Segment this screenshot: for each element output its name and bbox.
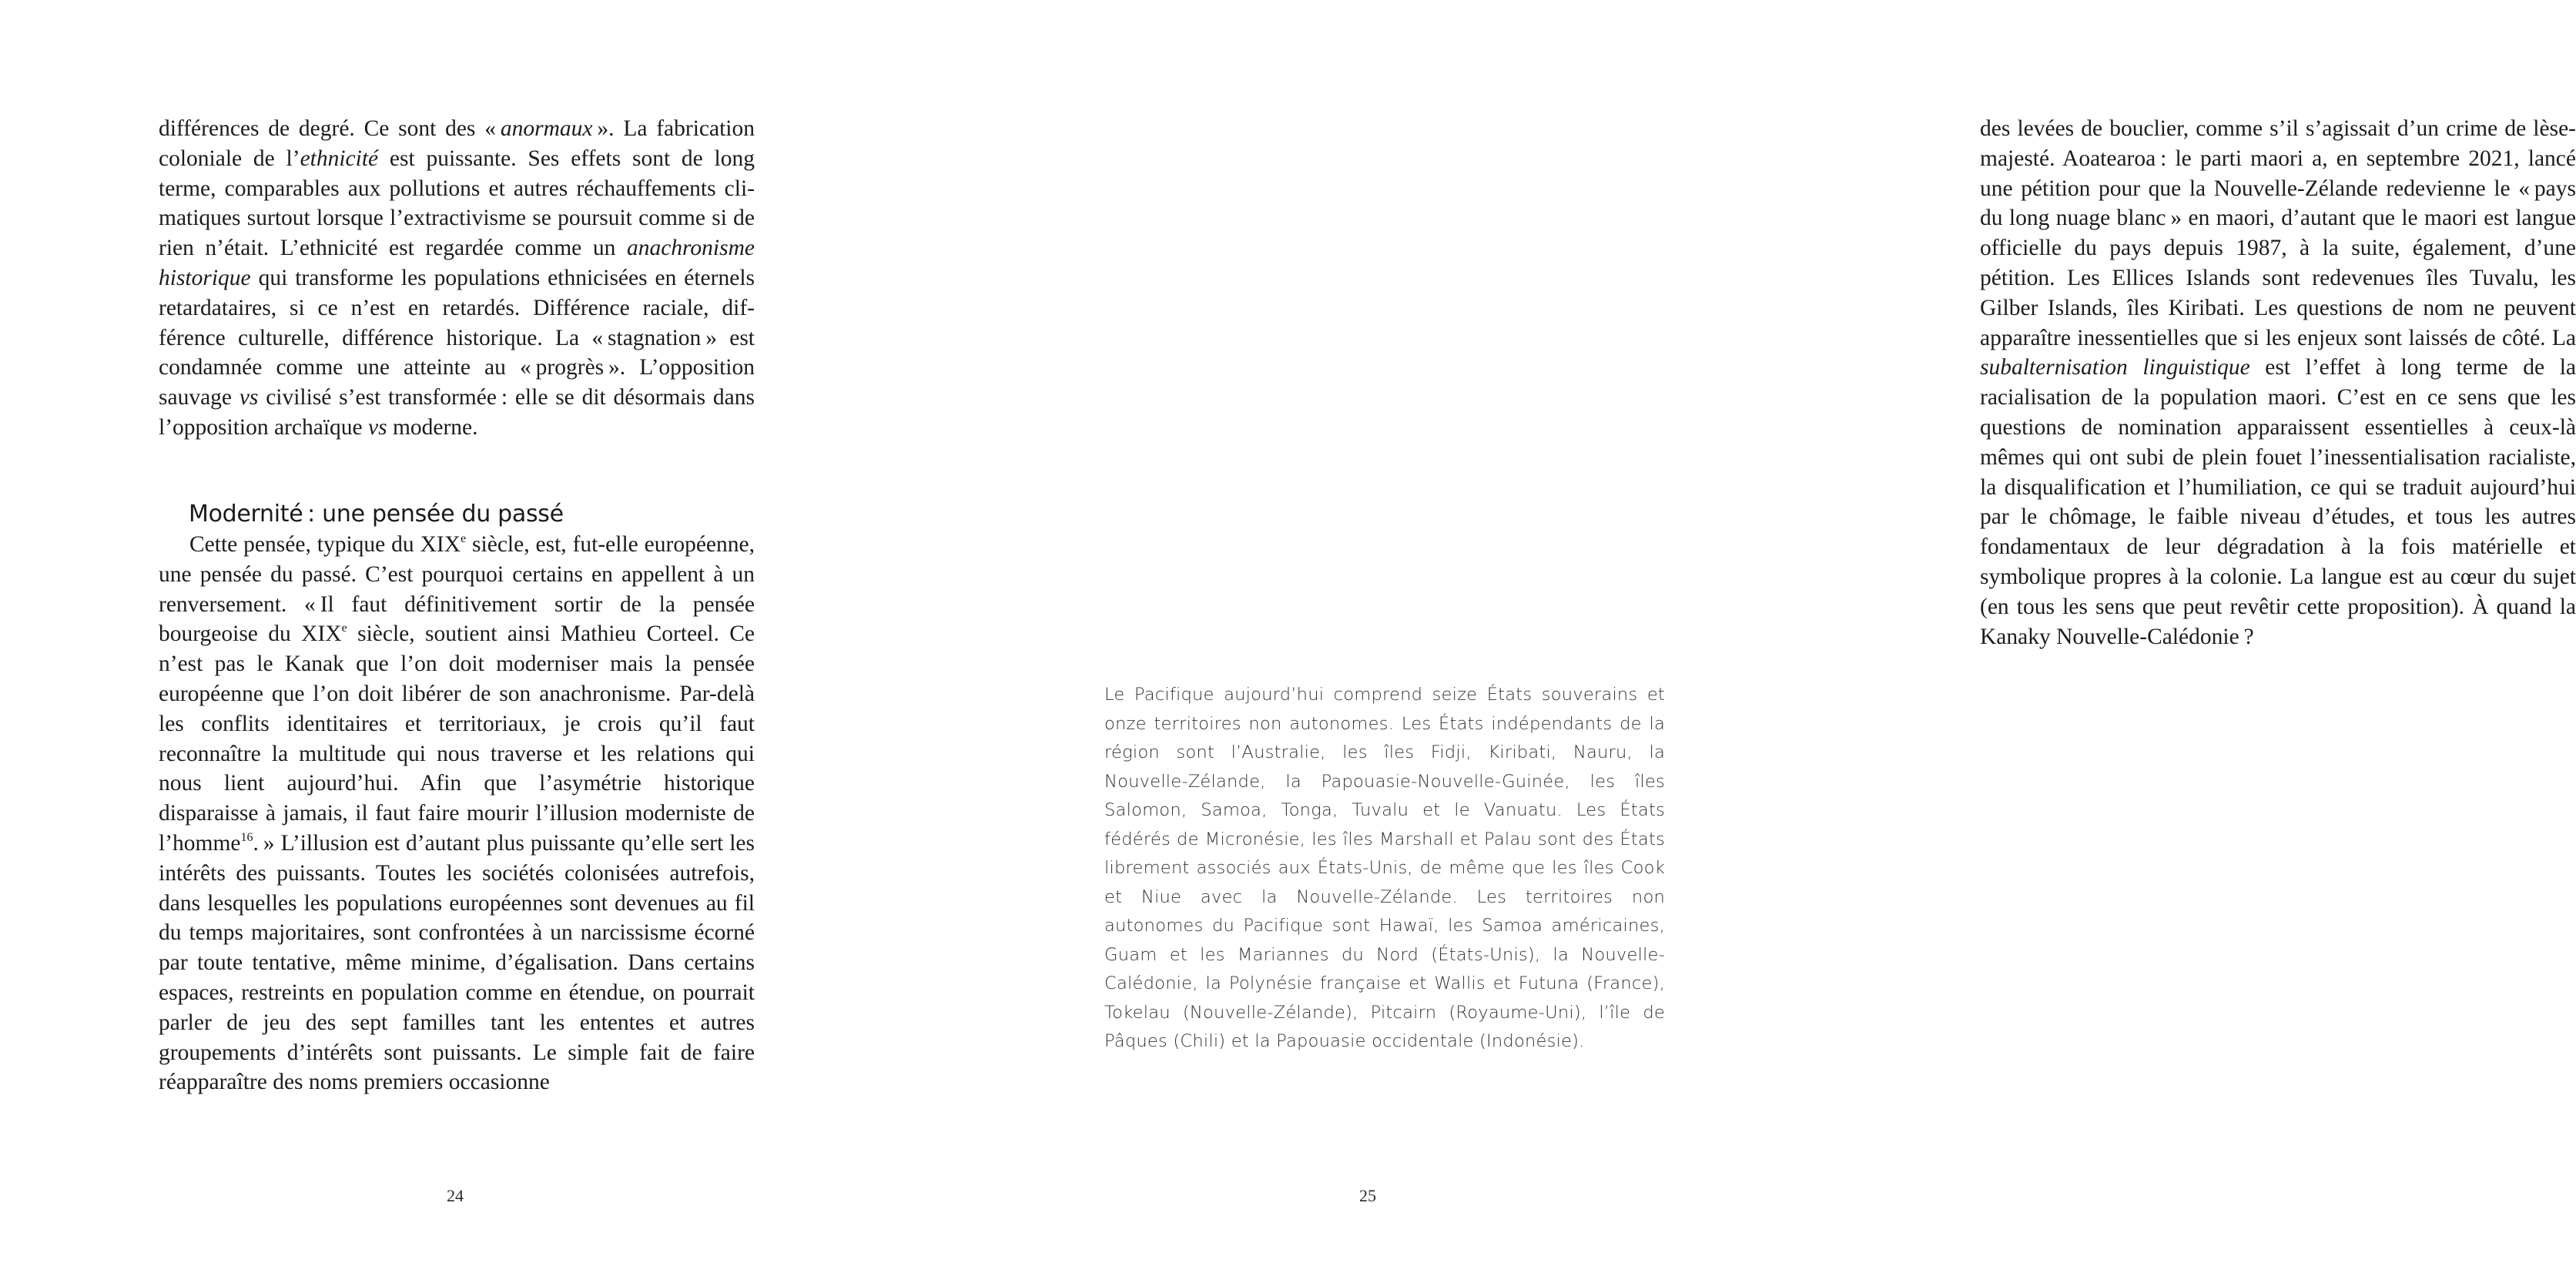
text-run: est l’effet à long terme de la racialisation de la population maori. C’est en ce sens que les questions de nomination apparaissent essentielles à ceux-là mêmes qui ont subi de plein fouet l’inessentialisation racialiste, la disqualification et l’humiliation, ce qui se traduit aujourd’hui par le chômage, le faible niveau d’études, et tous les autres fondamentaux de leur dégradation à la fois matérielle et symbolique propres à la colonie. La langue est au cœur du sujet (en tous les sens que peut revêtir cette proposition). À quand la Kanaky Nouvelle-Calédonie ?	[1980, 355, 2576, 649]
italic-run: anachronisme historique	[159, 236, 755, 290]
opening-paragraph	[159, 114, 755, 443]
paragraph	[159, 114, 755, 443]
section-heading: Modernité : une pensée du passé	[189, 501, 564, 528]
italic-run: vs	[239, 385, 259, 410]
paragraph	[159, 530, 755, 1097]
italic-run: ethnicité	[300, 146, 379, 171]
text-run: siècle, est, fut-elle européenne, une pensée du passé. C’est pourquoi certains en appellent à un renversement. « Il faut définitivement sortir de la pensée bourgeoise du XIX	[159, 532, 755, 647]
text-run: est puissante. Ses effets sont de long terme, comparables aux pollutions et autres réchauffements climatiques surtout lorsque l’extractivisme se poursuit comme si de rien n’était. L’ethnicité est regardée comme un	[159, 146, 755, 261]
page-number: 25	[1359, 1186, 1376, 1205]
text-run: qui transforme les populations ethnicisées en éternels retardataires, si ce n’est en retardés. Différence raciale, différence culturelle, différence historique. La « stagnation » est condamnée comme une atteinte au « progrès ». L’opposition sauvage	[159, 265, 755, 410]
note-text: Le Pacifique aujourd’hui comprend seize États souverains et onze territoires non autonomes. Les États indépendants de la région sont l’Australie, les îles Fidji, Kiribati, Nauru, la Nouvelle-Zélande, la Papouasie-Nouvelle-Guinée, les îles Salomon, Samoa, Tonga, Tuvalu et le Vanuatu. Les États fédérés de Micronésie, les îles Marshall et Palau sont des États librement associés aux États-Unis, de même que les îles Cook et Niue avec la Nouvelle-Zélande. Les territoires non autonomes du Pacifique sont Hawaï, les Samoa américaines, Guam et les Mariannes du Nord (États-Unis), la Nouvelle-Calédonie, la Polynésie française et Wallis et Futuna (France), Tokelau (Nouvelle-Zélande), Pitcairn (Royaume-Uni), l’île de Pâques (Chili) et la Papouasie occidentale (Indonésie).	[1104, 685, 1665, 1051]
main-paragraph	[1980, 114, 2576, 652]
italic-run: subalternisation linguistique	[1980, 355, 2250, 380]
text-run: différences de degré. Ce sont des «	[159, 116, 501, 141]
text-run: civilisé s’est transformée : elle se dit désormais dans l’opposition archaïque	[159, 385, 755, 440]
text-run: siècle, soutient ainsi Mathieu Corteel. Ce n’est pas le Kanak que l’on doit moderniser mais la pensée européenne que l’on doit libérer de son anachronisme. Par-delà les conflits identitaires et territoriaux, je crois qu’il faut reconnaître la multitude qui nous traverse et les relations qui nous lient aujourd’hui. Afin que l’asymétrie historique disparaisse à jamais, il faut faire mourir l’illusion moderniste de l’homme	[159, 621, 755, 856]
superscript: e	[341, 621, 347, 635]
left-page	[0, 0, 909, 1273]
text-run: . » L’illusion est d’autant plus puissante qu’elle sert les intérêts des puissants. Toutes les sociétés colonisées autrefois, dans lesquelles les populations européennes sont devenues au fil du temps majoritaires, sont confrontées à un narcissisme écorné par toute tentative, même minime, d’égalisation. Dans certains espaces, restreints en population comme en étendue, on pourrait parler de jeu des sept familles tant les ententes et autres groupements d’intérêts sont puissants. Le simple fait de faire réapparaître des noms premiers occasionne	[159, 830, 755, 1095]
text-run: des levées de bouclier, comme s’il s’agissait d’un crime de lèse-majesté. Aoatearoa : le parti maori a, en septembre 2021, lancé une pétition pour que la Nouvelle-Zélande redevienne le « pays du long nuage blanc » en maori, d’autant que le maori est langue officielle du pays depuis 1987, à la suite, également, d’une pétition. Les Ellices Islands sont redevenues îles Tuvalu, les Gilber Islands, îles Kiribati. Les questions de nom ne peuvent apparaître inessentielles que si les enjeux sont laissés de côté. La	[1980, 116, 2576, 350]
section-body	[159, 530, 755, 1097]
page-number: 24	[447, 1186, 464, 1205]
boxed-note	[1104, 681, 1665, 1057]
text-run: moderne.	[387, 414, 478, 440]
paragraph	[1980, 114, 2576, 652]
superscript: e	[461, 532, 467, 545]
superscript: 16	[240, 830, 253, 844]
italic-run: anormaux	[500, 116, 593, 141]
right-page	[909, 0, 2576, 1273]
text-run: ». La fabrication coloniale de l’	[159, 116, 755, 171]
italic-run: vs	[367, 414, 387, 440]
text-run: Cette pensée, typique du XIX	[189, 532, 461, 557]
